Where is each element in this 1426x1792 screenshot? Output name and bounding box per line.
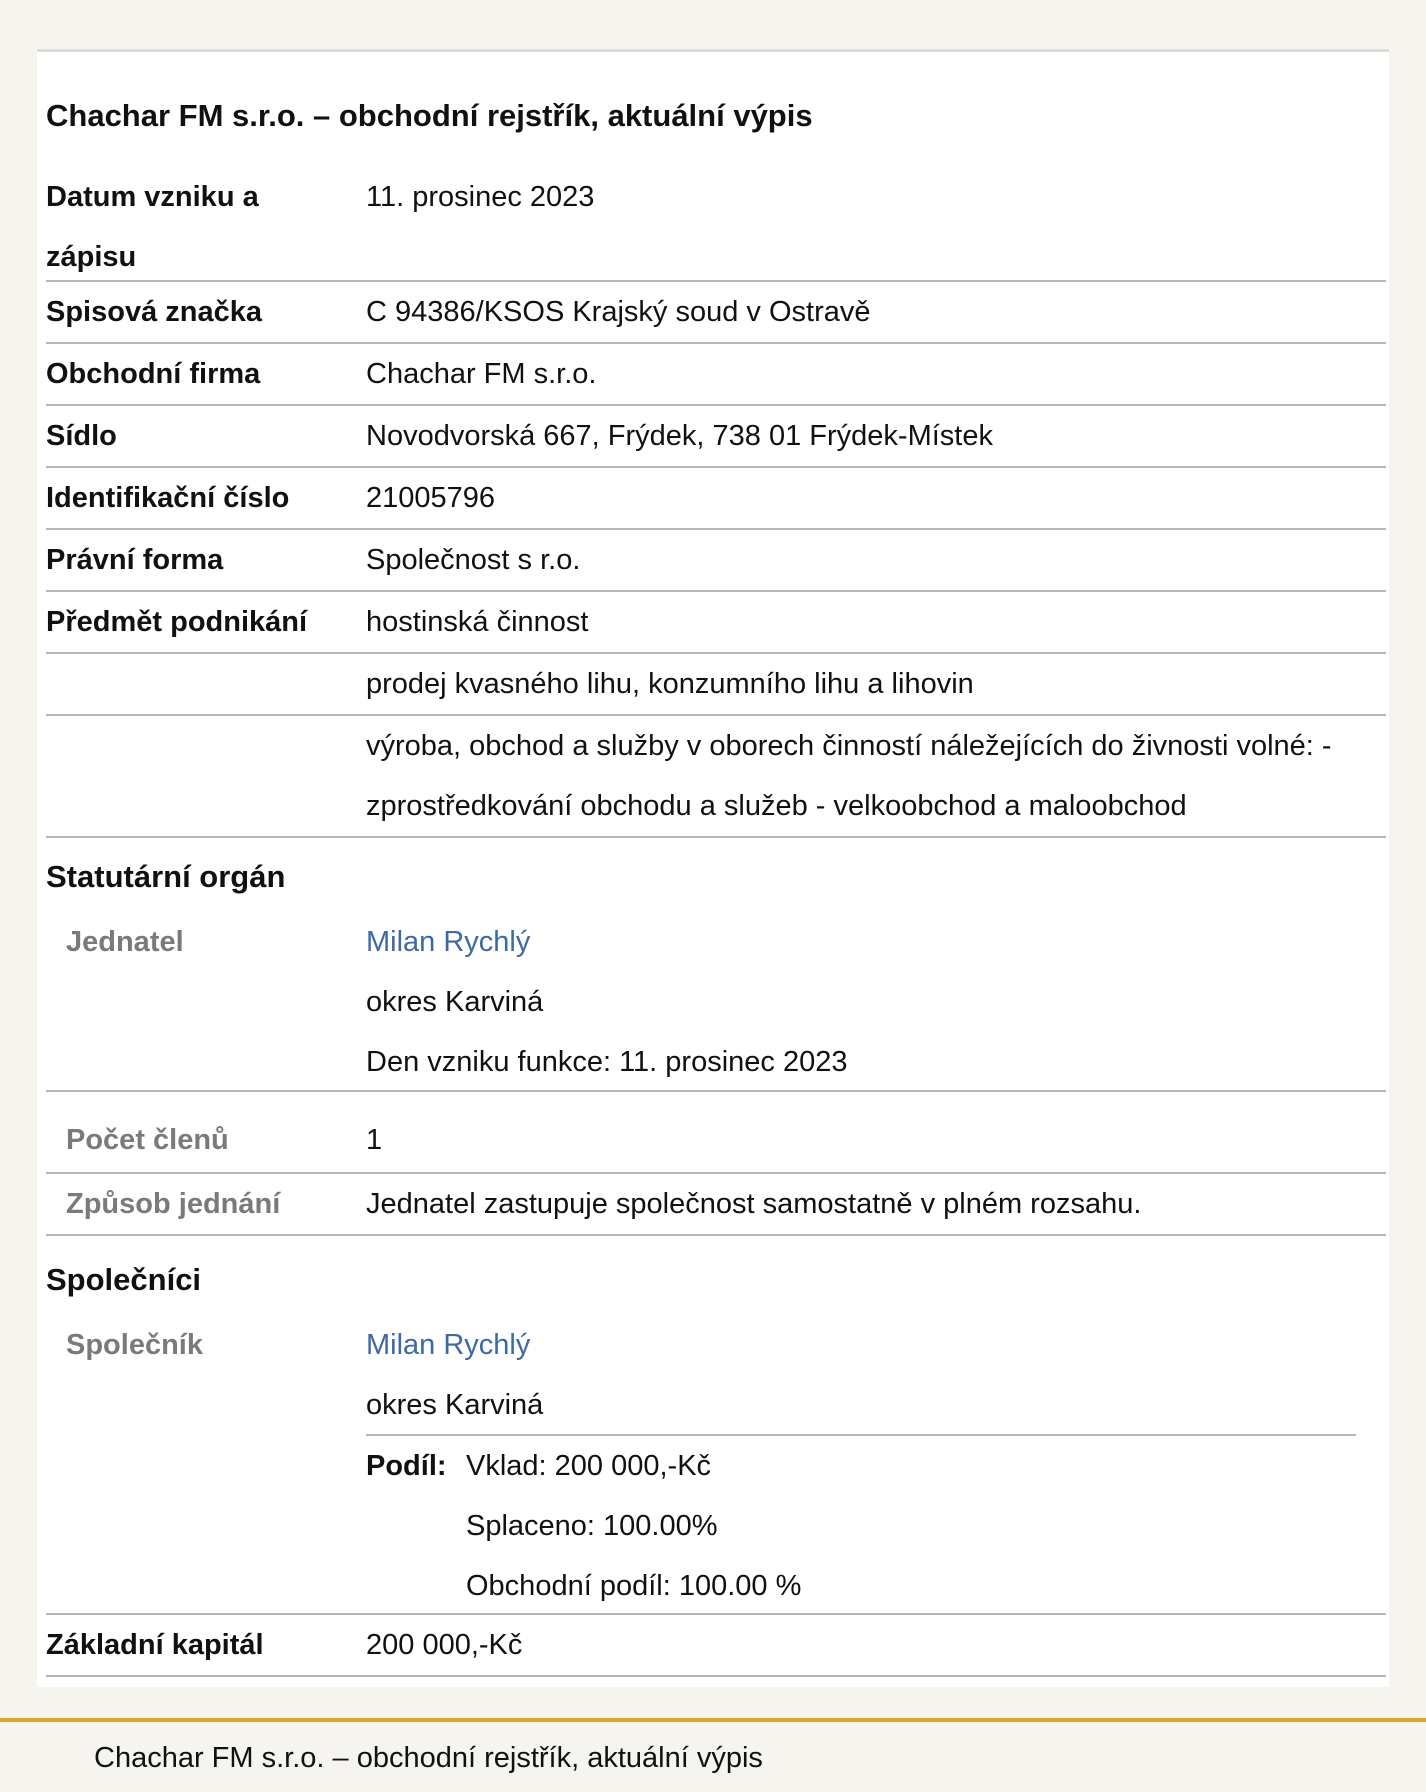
row-spisova-znacka <box>46 282 1386 344</box>
row-label: Datum vzniku a zápisu <box>46 181 259 273</box>
row-value <box>366 592 1386 652</box>
row-value <box>366 406 1386 466</box>
row-value <box>366 344 1386 404</box>
row-label: Spisová značka <box>46 296 262 328</box>
datum-vzniku-value: 11. prosinec 2023 <box>366 181 595 213</box>
row-label: Základní kapitál <box>46 1629 264 1661</box>
row-value <box>366 1615 1386 1675</box>
zakladni-kapital-value: 200 000,-Kč <box>366 1629 523 1661</box>
pocet-clenu-value: 1 <box>366 1124 383 1156</box>
row-label: Společník <box>66 1329 203 1361</box>
jednatel-funkce: Den vzniku funkce: 11. prosinec 2023 <box>366 1046 848 1078</box>
row-value <box>366 1315 1386 1435</box>
row-value <box>366 716 1386 836</box>
row-value <box>366 167 1386 227</box>
jednatel-okres: okres Karviná <box>366 986 544 1018</box>
row-zpusob-jednani <box>46 1174 1386 1236</box>
row-datum-vzniku <box>46 167 1386 282</box>
row-label: Způsob jednání <box>66 1188 281 1220</box>
predmet-item: zprostředkování obchodu a služeb - velkoobchod a maloobchod <box>366 790 1187 822</box>
row-value <box>366 282 1386 342</box>
podil-splaceno: Splaceno: 100.00% <box>466 1510 718 1542</box>
podil-block <box>366 1434 1356 1616</box>
footer-text: Chachar FM s.r.o. – obchodní rejstřík, aktuální výpis <box>94 1742 763 1774</box>
row-value <box>366 1174 1386 1234</box>
row-obchodni-firma <box>46 344 1386 406</box>
section-heading-spolecnici: Společníci <box>46 1262 202 1297</box>
row-predmet-podnikani-3 <box>46 716 1386 838</box>
row-label: Předmět podnikání <box>46 606 308 638</box>
jednatel-name-link[interactable]: Milan Rychlý <box>366 926 531 958</box>
pravni-forma-value: Společnost s r.o. <box>366 544 581 576</box>
row-predmet-podnikani <box>46 592 1386 654</box>
row-ico <box>46 468 1386 530</box>
row-predmet-podnikani-2 <box>46 654 1386 716</box>
spolecnik-okres: okres Karviná <box>366 1389 544 1421</box>
ico-value: 21005796 <box>366 482 496 514</box>
spolecnik-name-link[interactable]: Milan Rychlý <box>366 1329 531 1361</box>
row-value <box>366 912 1386 1092</box>
predmet-item: výroba, obchod a služby v oborech činností náležejících do živnosti volné: - <box>366 730 1332 762</box>
register-card <box>37 49 1389 1687</box>
section-heading-statutarni-organ: Statutární orgán <box>46 859 286 894</box>
predmet-item: prodej kvasného lihu, konzumního lihu a lihovin <box>366 668 974 700</box>
row-label: Sídlo <box>46 420 117 452</box>
row-pravni-forma <box>46 530 1386 592</box>
podil-vklad: Vklad: 200 000,-Kč <box>466 1450 712 1482</box>
zpusob-jednani-value: Jednatel zastupuje společnost samostatně v plném rozsahu. <box>366 1188 1142 1220</box>
row-zakladni-kapital <box>46 1615 1386 1677</box>
row-jednatel <box>46 912 1386 1092</box>
obchodni-firma-value: Chachar FM s.r.o. <box>366 358 597 390</box>
podil-label: Podíl: <box>366 1450 447 1482</box>
sidlo-value: Novodvorská 667, Frýdek, 738 01 Frýdek-Místek <box>366 420 993 452</box>
row-label: Jednatel <box>66 926 184 958</box>
row-value <box>366 530 1386 590</box>
row-sidlo <box>46 406 1386 468</box>
predmet-item: hostinská činnost <box>366 606 589 638</box>
page-title: Chachar FM s.r.o. – obchodní rejstřík, aktuální výpis <box>46 98 813 133</box>
row-value <box>366 468 1386 528</box>
podil-values <box>466 1436 801 1616</box>
footer <box>0 1718 1426 1792</box>
row-pocet-clenu <box>46 1110 1386 1174</box>
row-label: Právní forma <box>46 544 224 576</box>
row-value <box>366 654 1386 714</box>
row-label: Počet členů <box>66 1124 229 1156</box>
row-value <box>366 1110 1386 1170</box>
row-label: Obchodní firma <box>46 358 261 390</box>
podil-obchodni-podil: Obchodní podíl: 100.00 % <box>466 1570 802 1602</box>
spisova-znacka-value: C 94386/KSOS Krajský soud v Ostravě <box>366 296 871 328</box>
row-label: Identifikační číslo <box>46 482 290 514</box>
